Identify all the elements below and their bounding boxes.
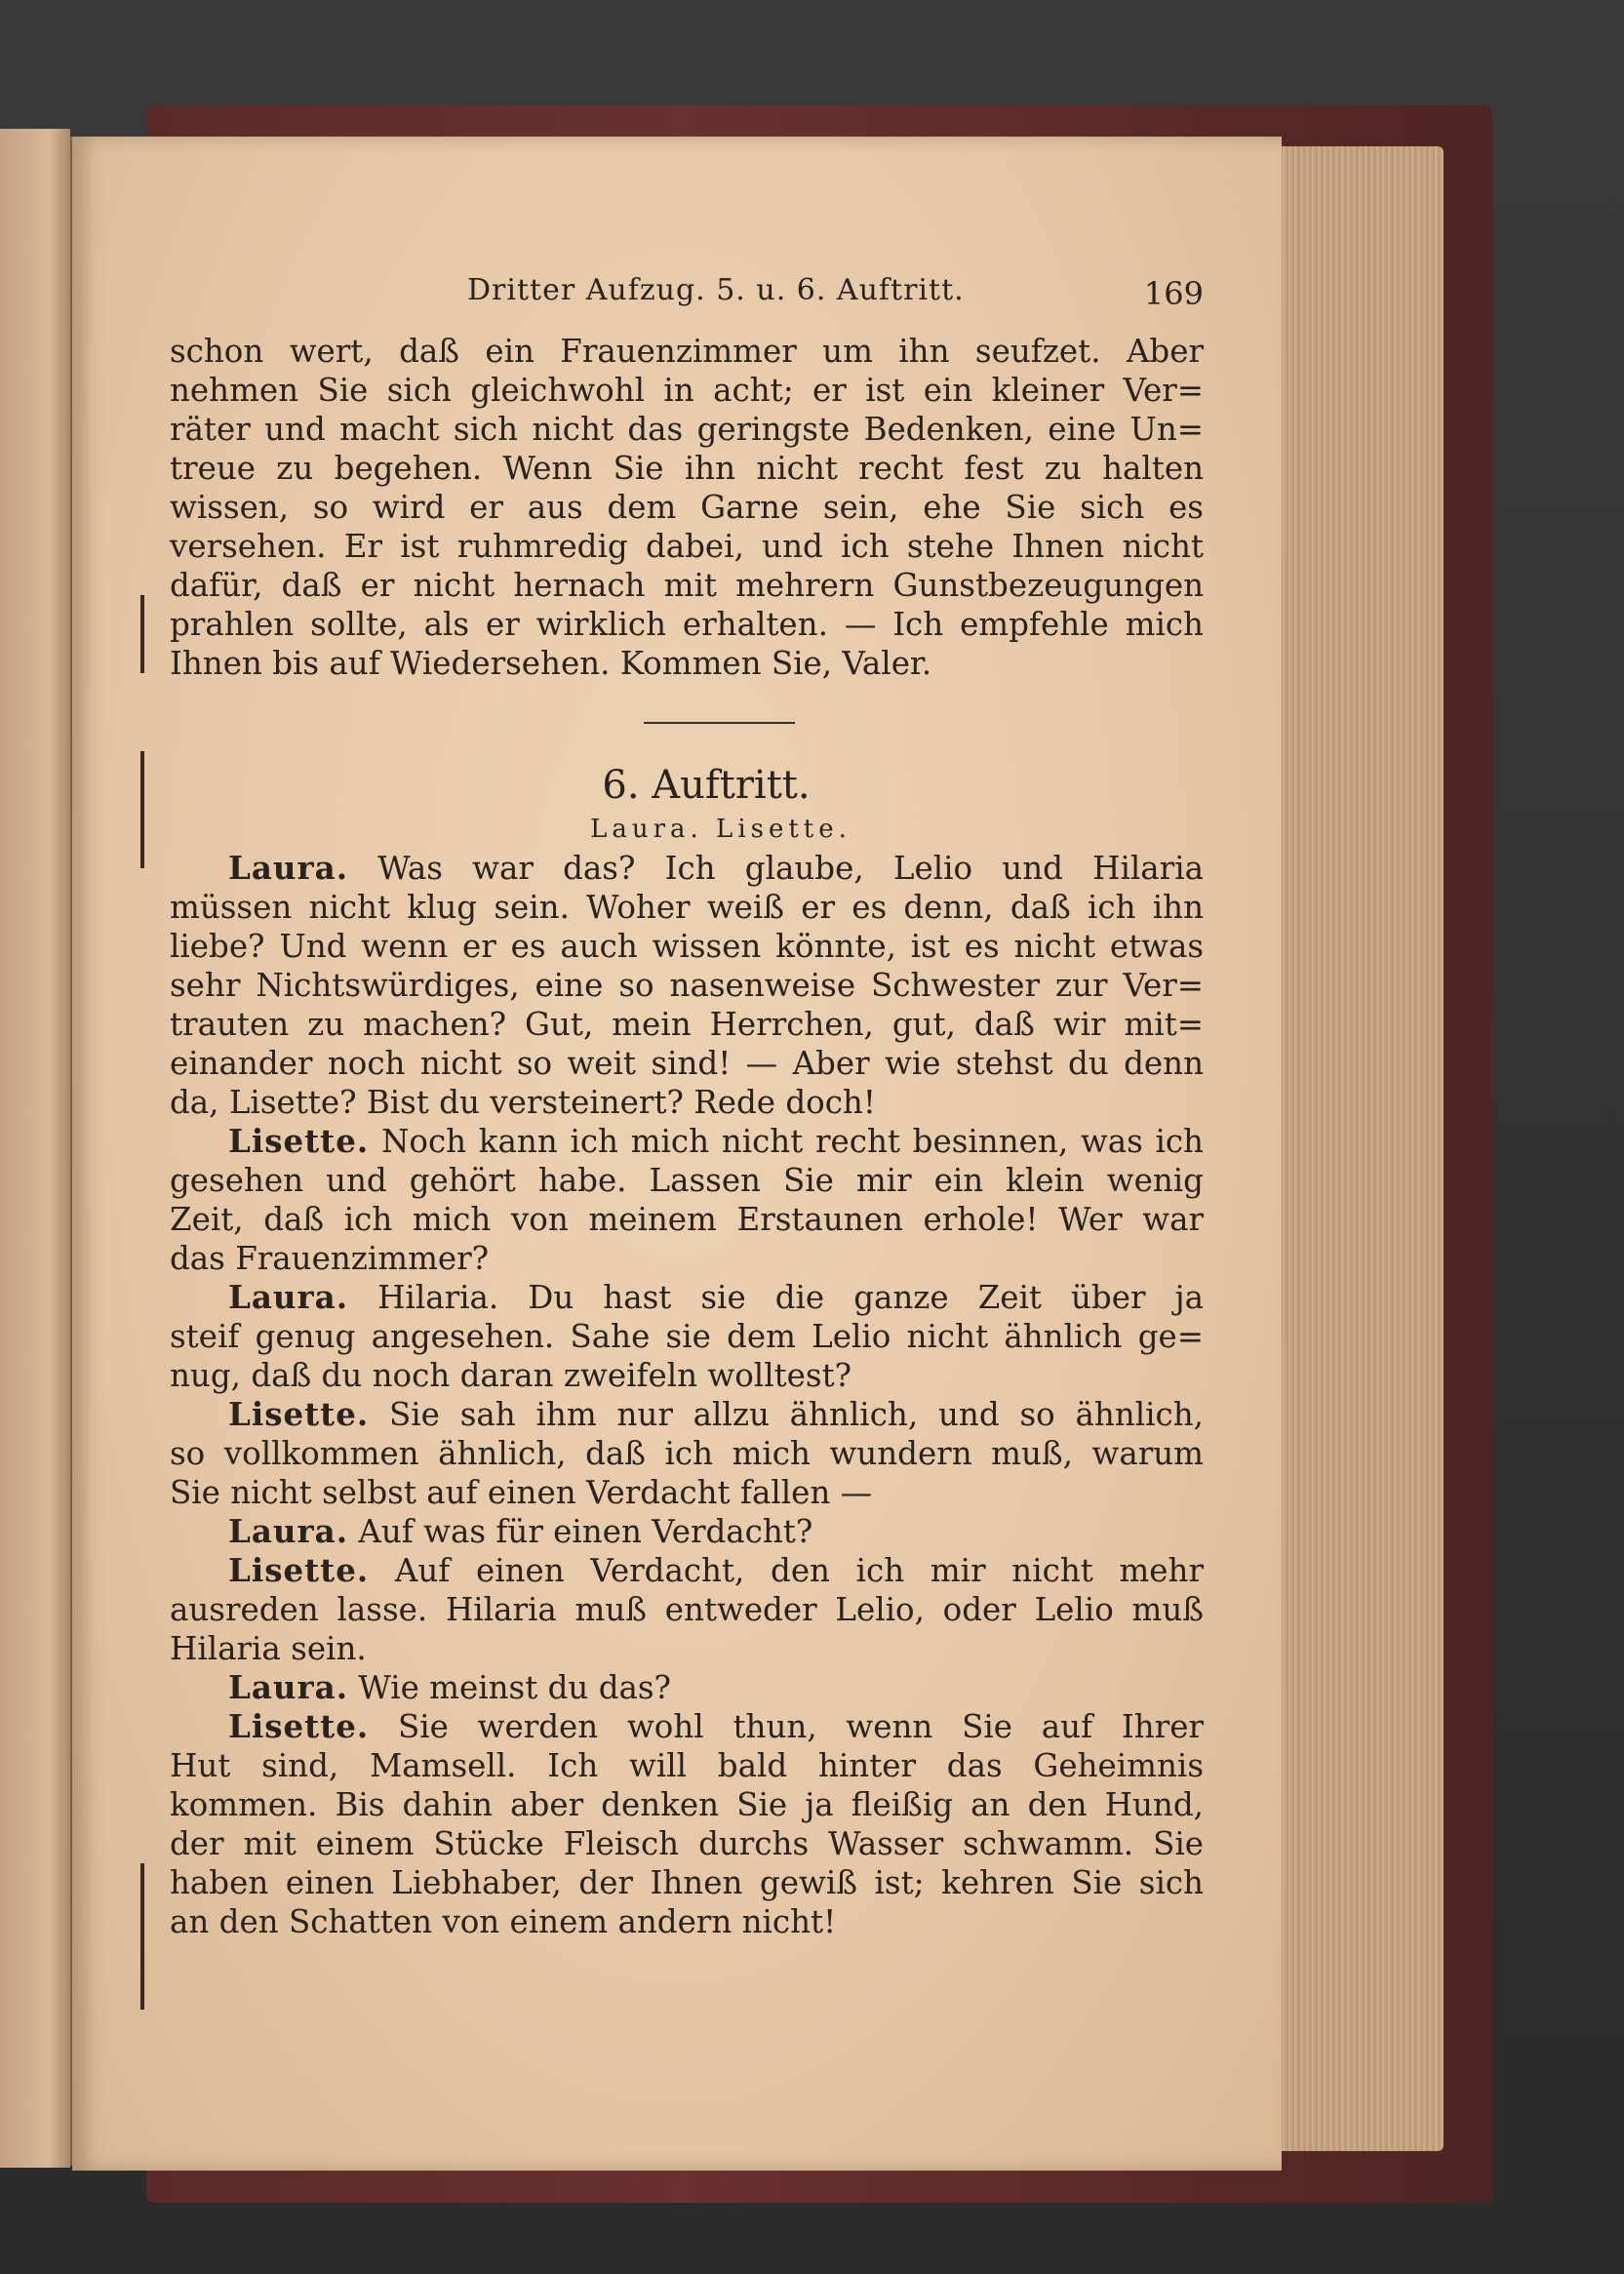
text-line: sehr Nichtswürdiges, eine so nasenweise Schwester zur Ver=: [170, 967, 1204, 1004]
speech-laura-2: [170, 1278, 1204, 1395]
text-line: [170, 1395, 1204, 1434]
text-line: schon wert, daß ein Frauenzimmer um ihn seufzet. Aber: [170, 333, 1204, 370]
gutter-shadow: [140, 751, 144, 868]
speech-text: Sie werden wohl thun, wenn Sie auf Ihrer: [397, 1708, 1204, 1745]
scene-title: 6. Auftritt.: [602, 763, 811, 808]
text-line: [170, 1668, 1204, 1707]
text-line: nehmen Sie sich gleichwohl in acht; er ist ein kleiner Ver=: [170, 372, 1204, 409]
text-line: wissen, so wird er aus dem Garne sein, ehe Sie sich es: [170, 489, 1204, 526]
speaker-name: Laura.: [228, 849, 349, 887]
gutter-shadow: [140, 1863, 144, 2010]
text-line: [170, 849, 1204, 888]
text-line: so vollkommen ähnlich, daß ich mich wundern muß, warum: [170, 1435, 1204, 1472]
speaker-name: Lisette.: [228, 1551, 370, 1589]
text-line: kommen. Bis dahin aber denken Sie ja fleißig an den Hund,: [170, 1786, 1204, 1823]
text-line: an den Schatten von einem andern nicht!: [170, 1903, 837, 1940]
book-page: [72, 137, 1282, 2171]
speech-text: Auf einen Verdacht, den ich mir nicht mehr: [394, 1552, 1204, 1589]
text-line: einander noch nicht so weit sind! — Aber wie stehst du denn: [170, 1045, 1204, 1082]
running-header-title: Dritter Aufzug. 5. u. 6. Auftritt.: [467, 273, 965, 307]
text-line: [170, 1707, 1204, 1746]
text-line: Hut sind, Mamsell. Ich will bald hinter das Geheimnis: [170, 1747, 1204, 1784]
text-line: haben einen Liebhaber, der Ihnen gewiß ist; kehren Sie sich: [170, 1864, 1204, 1901]
speaker-name: Lisette.: [228, 1707, 370, 1745]
page-number: 169: [1143, 275, 1204, 312]
speech-text: Wie meinst du das?: [358, 1669, 671, 1706]
text-line: der mit einem Stücke Fleisch durchs Wasser schwamm. Sie: [170, 1825, 1204, 1862]
scene5-tail: [170, 332, 1204, 683]
gutter-shadow: [140, 595, 144, 673]
section-divider: [644, 722, 795, 724]
text-line: [170, 1551, 1204, 1590]
text-line: dafür, daß er nicht hernach mit mehrern Gunstbezeugungen: [170, 567, 1204, 604]
speech-text: Was war das? Ich glaube, Lelio und Hilaria: [377, 850, 1204, 887]
speaker-name: Laura.: [228, 1512, 349, 1550]
text-line: trauten zu machen? Gut, mein Herrchen, gut, daß wir mit=: [170, 1006, 1204, 1043]
text-line: gesehen und gehört habe. Lassen Sie mir ein klein wenig: [170, 1162, 1204, 1199]
text-line: ausreden lasse. Hilaria muß entweder Lelio, oder Lelio muß: [170, 1591, 1204, 1628]
page-text: [170, 273, 1204, 1941]
left-page-sliver: [0, 129, 70, 2168]
text-line: räter und macht sich nicht das geringste Bedenken, eine Un=: [170, 411, 1204, 448]
text-line: nug, daß du noch daran zweifeln wolltest?: [170, 1357, 852, 1394]
text-line: versehen. Er ist ruhmredig dabei, und ich stehe Ihnen nicht: [170, 528, 1204, 565]
text-line: das Frauenzimmer?: [170, 1240, 490, 1277]
text-line: treue zu begehen. Wenn Sie ihn nicht recht fest zu halten: [170, 450, 1204, 487]
text-line: müssen nicht klug sein. Woher weiß er es denn, daß ich ihn: [170, 889, 1204, 926]
text-line: Hilaria sein.: [170, 1630, 367, 1667]
speech-text: Sie sah ihm nur allzu ähnlich, und so ähnlich,: [389, 1396, 1204, 1433]
text-line: prahlen sollte, als er wirklich erhalten. — Ich empfehle mich: [170, 606, 1204, 643]
speech-laura-3: [170, 1512, 1204, 1551]
speaker-name: Lisette.: [228, 1395, 370, 1433]
speech-text: Auf was für einen Verdacht?: [358, 1513, 813, 1550]
speaker-name: Lisette.: [228, 1122, 370, 1160]
speech-text: Noch kann ich mich nicht recht besinnen, was ich: [380, 1123, 1204, 1160]
speech-laura-1: [170, 849, 1204, 1122]
running-header: [170, 273, 1204, 332]
text-line: [170, 1122, 1204, 1161]
text-line: Sie nicht selbst auf einen Verdacht fallen —: [170, 1474, 873, 1511]
speech-lisette-4: [170, 1707, 1204, 1941]
text-line: da, Lisette? Bist du versteinert? Rede doch!: [170, 1084, 876, 1121]
scene-characters: Laura. Lisette.: [590, 815, 852, 844]
speech-lisette-1: [170, 1122, 1204, 1278]
speech-text: Hilaria. Du hast sie die ganze Zeit über ja: [377, 1279, 1204, 1316]
speaker-name: Laura.: [228, 1278, 349, 1316]
text-line: [170, 1512, 1204, 1551]
speaker-name: Laura.: [228, 1668, 349, 1706]
text-line: liebe? Und wenn er es auch wissen könnte, ist es nicht etwas: [170, 928, 1204, 965]
text-line: Zeit, daß ich mich von meinem Erstaunen erhole! Wer war: [170, 1201, 1204, 1238]
text-line: Ihnen bis auf Wiedersehen. Kommen Sie, Valer.: [170, 645, 932, 682]
text-line: [170, 1278, 1204, 1317]
speech-lisette-3: [170, 1551, 1204, 1668]
text-line: steif genug angesehen. Sahe sie dem Lelio nicht ähnlich ge=: [170, 1318, 1204, 1355]
speech-lisette-2: [170, 1395, 1204, 1512]
speech-laura-4: [170, 1668, 1204, 1707]
page-stack-edge: [1268, 146, 1444, 2151]
